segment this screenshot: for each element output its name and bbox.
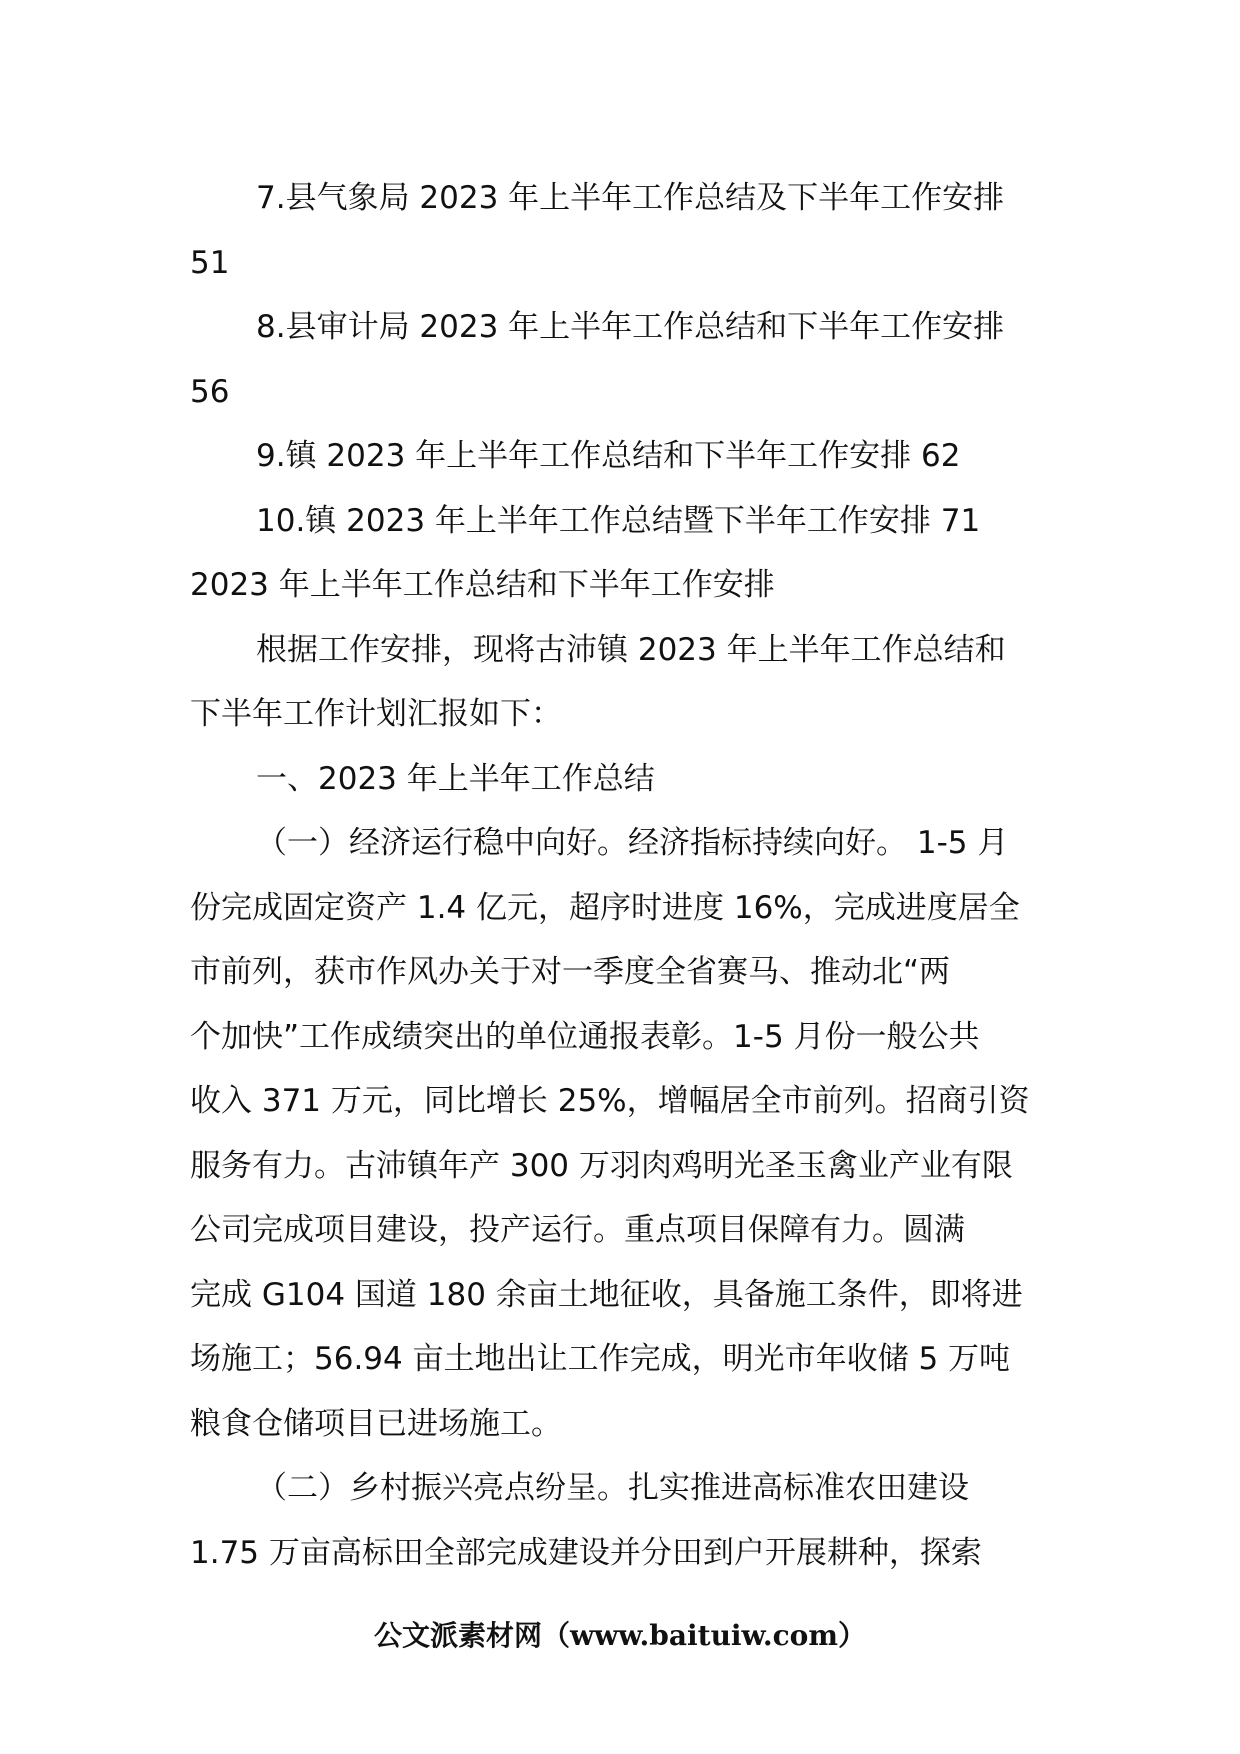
para1-line-3: 市前列，获市作风办关于对一季度全省赛马、推动北“两 <box>190 954 951 990</box>
intro-line-1: 根据工作安排，现将古沛镇 2023 年上半年工作总结和 <box>256 631 1006 668</box>
para2-line-2: 1.75 万亩高标田全部完成建设并分田到户开展耕种，探索 <box>190 1534 982 1571</box>
toc-entry-9: 9.镇 2023 年上半年工作总结和下半年工作安排 62 <box>256 438 961 474</box>
toc-entry-7: 7.县气象局 2023 年上半年工作总结及下半年工作安排 <box>256 180 1005 216</box>
para1-line-7: 公司完成项目建设，投产运行。重点项目保障有力。圆满 <box>190 1212 965 1248</box>
toc-entry-8: 8.县审计局 2023 年上半年工作总结和下半年工作安排 <box>256 309 1005 345</box>
toc-entry-8-page: 56 <box>190 373 230 410</box>
document-title: 2023 年上半年工作总结和下半年工作安排 <box>190 567 775 603</box>
toc-entry-10: 10.镇 2023 年上半年工作总结暨下半年工作安排 71 <box>256 502 981 539</box>
para1-line-8: 完成 G104 国道 180 余亩土地征收，具备施工条件，即将进 <box>190 1276 1023 1313</box>
para1-line-6: 服务有力。古沛镇年产 300 万羽肉鸡明光圣玉禽业产业有限 <box>190 1147 1013 1184</box>
page-content <box>190 166 1055 1585</box>
para1-line-1: （一）经济运行稳中向好。经济指标持续向好。 1-5 月 <box>256 825 1009 861</box>
para1-line-5: 收入 371 万元，同比增长 25%，增幅居全市前列。招商引资 <box>190 1083 1030 1119</box>
intro-line-2: 下半年工作计划汇报如下： <box>190 696 562 732</box>
para1-line-10: 粮食仓储项目已进场施工。 <box>190 1405 562 1442</box>
footer-watermark: 公文派素材网（www.baituiw.com） <box>374 1619 866 1652</box>
para1-line-4: 个加快”工作成绩突出的单位通报表彰。1-5 月份一般公共 <box>190 1018 980 1055</box>
para2-line-1: （二）乡村振兴亮点纷呈。扎实推进高标准农田建设 <box>256 1470 969 1506</box>
para1-line-2: 份完成固定资产 1.4 亿元，超序时进度 16%，完成进度居全 <box>190 889 1020 926</box>
section-heading: 一、2023 年上半年工作总结 <box>256 760 655 797</box>
toc-entry-7-page: 51 <box>190 244 230 281</box>
para1-line-9: 场施工；56.94 亩土地出让工作完成，明光市年收储 5 万吨 <box>190 1341 1011 1377</box>
